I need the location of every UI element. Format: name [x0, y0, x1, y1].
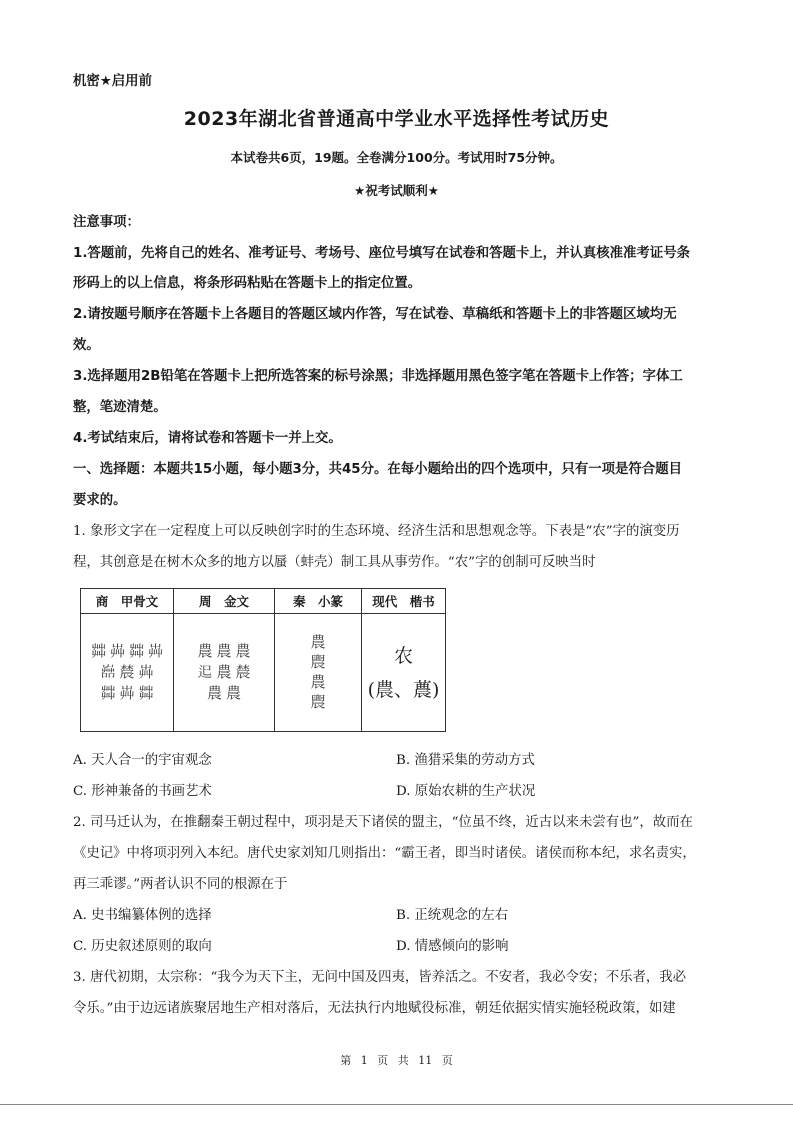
q1-option-b: B. 渔猎采集的劳动方式	[396, 753, 535, 768]
exam-title: 2023年湖北省普通高中学业水平选择性考试历史	[183, 108, 610, 130]
oracle-glyph: 芔	[119, 684, 135, 702]
q1-option-a: A. 天人合一的宇宙观念	[73, 753, 212, 768]
note-line: 整，笔迹清楚。	[73, 400, 167, 415]
seal-glyph: 䢉	[310, 653, 326, 671]
seal-glyph: 農	[310, 633, 326, 651]
header-qin-seal: 秦 小篆	[275, 589, 362, 614]
bronze-glyph: 農	[216, 663, 232, 681]
exam-info: 本试卷共6页，19题。全卷满分100分。考试用时75分钟。	[230, 150, 563, 165]
q2-option-d: D. 情感倾向的影响	[396, 939, 509, 954]
bronze-glyph: 農	[206, 684, 222, 702]
header-modern-regular: 现代 楷书	[362, 589, 446, 614]
bronze-glyph: 辳	[235, 663, 251, 681]
good-luck-line: ★祝考试顺利★	[354, 183, 439, 198]
q1-option-d: D. 原始农耕的生产状况	[396, 784, 536, 799]
q1-option-c: C. 形神兼备的书画艺术	[73, 784, 212, 799]
page-total: 11	[418, 1054, 433, 1067]
zhou-bronze-cell	[174, 614, 275, 732]
bronze-glyph: 農	[197, 642, 213, 660]
question-2-stem-cont: 《史记》中将项羽列入本纪。唐代史家刘知几则指出：“霸王者，即当时诸侯。诸侯而称本纪，求名责实，	[73, 846, 696, 861]
question-2-stem-cont: 再三乖谬。”两者认识不同的根源在于	[73, 877, 288, 892]
oracle-glyph: 芔	[138, 663, 154, 681]
q2-option-c: C. 历史叙述原则的取向	[73, 939, 212, 954]
notes-heading: 注意事项：	[73, 215, 140, 230]
question-1-stem-cont: 程，其创意是在树木众多的地方以蜃（蚌壳）制工具从事劳作。“农”字的创制可反映当时	[73, 555, 596, 570]
modern-variants: (農、蕽)	[367, 678, 440, 701]
bronze-glyph: 𨑓	[197, 663, 213, 681]
oracle-glyph: 茻	[100, 684, 116, 702]
page-bottom-divider	[0, 1104, 793, 1105]
section-heading: 一、选择题：本题共15小题，每小题3分，共45分。在每小题给出的四个选项中，只有一项是符合题目	[73, 462, 682, 477]
bronze-glyph: 農	[216, 642, 232, 660]
footer-mid1: 页	[377, 1054, 389, 1067]
modern-regular-cell	[362, 614, 446, 732]
shang-oracle-cell	[81, 614, 174, 732]
oracle-glyph: 芔	[109, 642, 125, 660]
note-line: 2.请按题号顺序在答题卡上各题目的答题区域内作答，写在试卷、草稿纸和答题卡上的非答题区域均无	[73, 307, 677, 322]
section-heading-cont: 要求的。	[73, 493, 127, 508]
question-3-stem: 3. 唐代初期，太宗称：“我今为天下主，无问中国及四夷，皆养活之。不安者，我必令安；不乐者，我必	[73, 970, 687, 985]
seal-glyph: 䢉	[310, 693, 326, 711]
footer-prefix: 第	[340, 1054, 352, 1067]
note-line: 形码上的以上信息，将条形码粘贴在答题卡上的指定位置。	[73, 276, 422, 291]
oracle-glyph: 茻	[129, 642, 145, 660]
note-line: 3.选择题用2B铅笔在答题卡上把所选答案的标号涂黑；非选择题用黑色签字笔在答题卡上作答；字体工	[73, 369, 683, 384]
note-line: 效。	[73, 338, 100, 353]
bronze-glyph: 農	[226, 684, 242, 702]
q2-option-a: A. 史书编纂体例的选择	[73, 908, 212, 923]
footer-mid2: 共	[397, 1054, 409, 1067]
oracle-glyph: 辳	[119, 663, 135, 681]
header-shang-oracle: 商 甲骨文	[81, 589, 174, 614]
qin-seal-cell	[275, 614, 362, 732]
note-line: 4.考试结束后，请将试卷和答题卡一并上交。	[73, 431, 342, 446]
header-zhou-bronze: 周 金文	[174, 589, 275, 614]
note-line: 1.答题前，先将自己的姓名、准考证号、考场号、座位号填写在试卷和答题卡上，并认真核准准考证号条	[73, 246, 690, 261]
bronze-glyph: 農	[235, 642, 251, 660]
question-3-stem-cont: 令乐。”由于边远诸族聚居地生产相对落后，无法执行内地赋役标准，朝廷依据实情实施轻税政策，如建	[73, 1001, 676, 1016]
oracle-glyph: 茻	[90, 642, 106, 660]
question-1-stem: 1. 象形文字在一定程度上可以反映创字时的生态环境、经济生活和思想观念等。下表是“农”字的演变历	[73, 524, 680, 539]
oracle-glyph: 芔	[148, 642, 164, 660]
character-evolution-table	[80, 588, 446, 732]
footer-suffix: 页	[441, 1054, 453, 1067]
page-number: 1	[360, 1054, 368, 1067]
oracle-glyph: 𦱡	[100, 663, 116, 681]
oracle-glyph: 茻	[138, 684, 154, 702]
confidential-label: 机密★启用前	[73, 74, 152, 89]
question-2-stem: 2. 司马迁认为，在推翻秦王朝过程中，项羽是天下诸侯的盟主，“位虽不终，近古以来未尝有也”，故而在	[73, 815, 693, 830]
q2-option-b: B. 正统观念的左右	[396, 908, 509, 923]
modern-character: 农	[393, 644, 413, 667]
page-footer	[0, 1052, 793, 1068]
seal-glyph: 農	[310, 673, 326, 691]
